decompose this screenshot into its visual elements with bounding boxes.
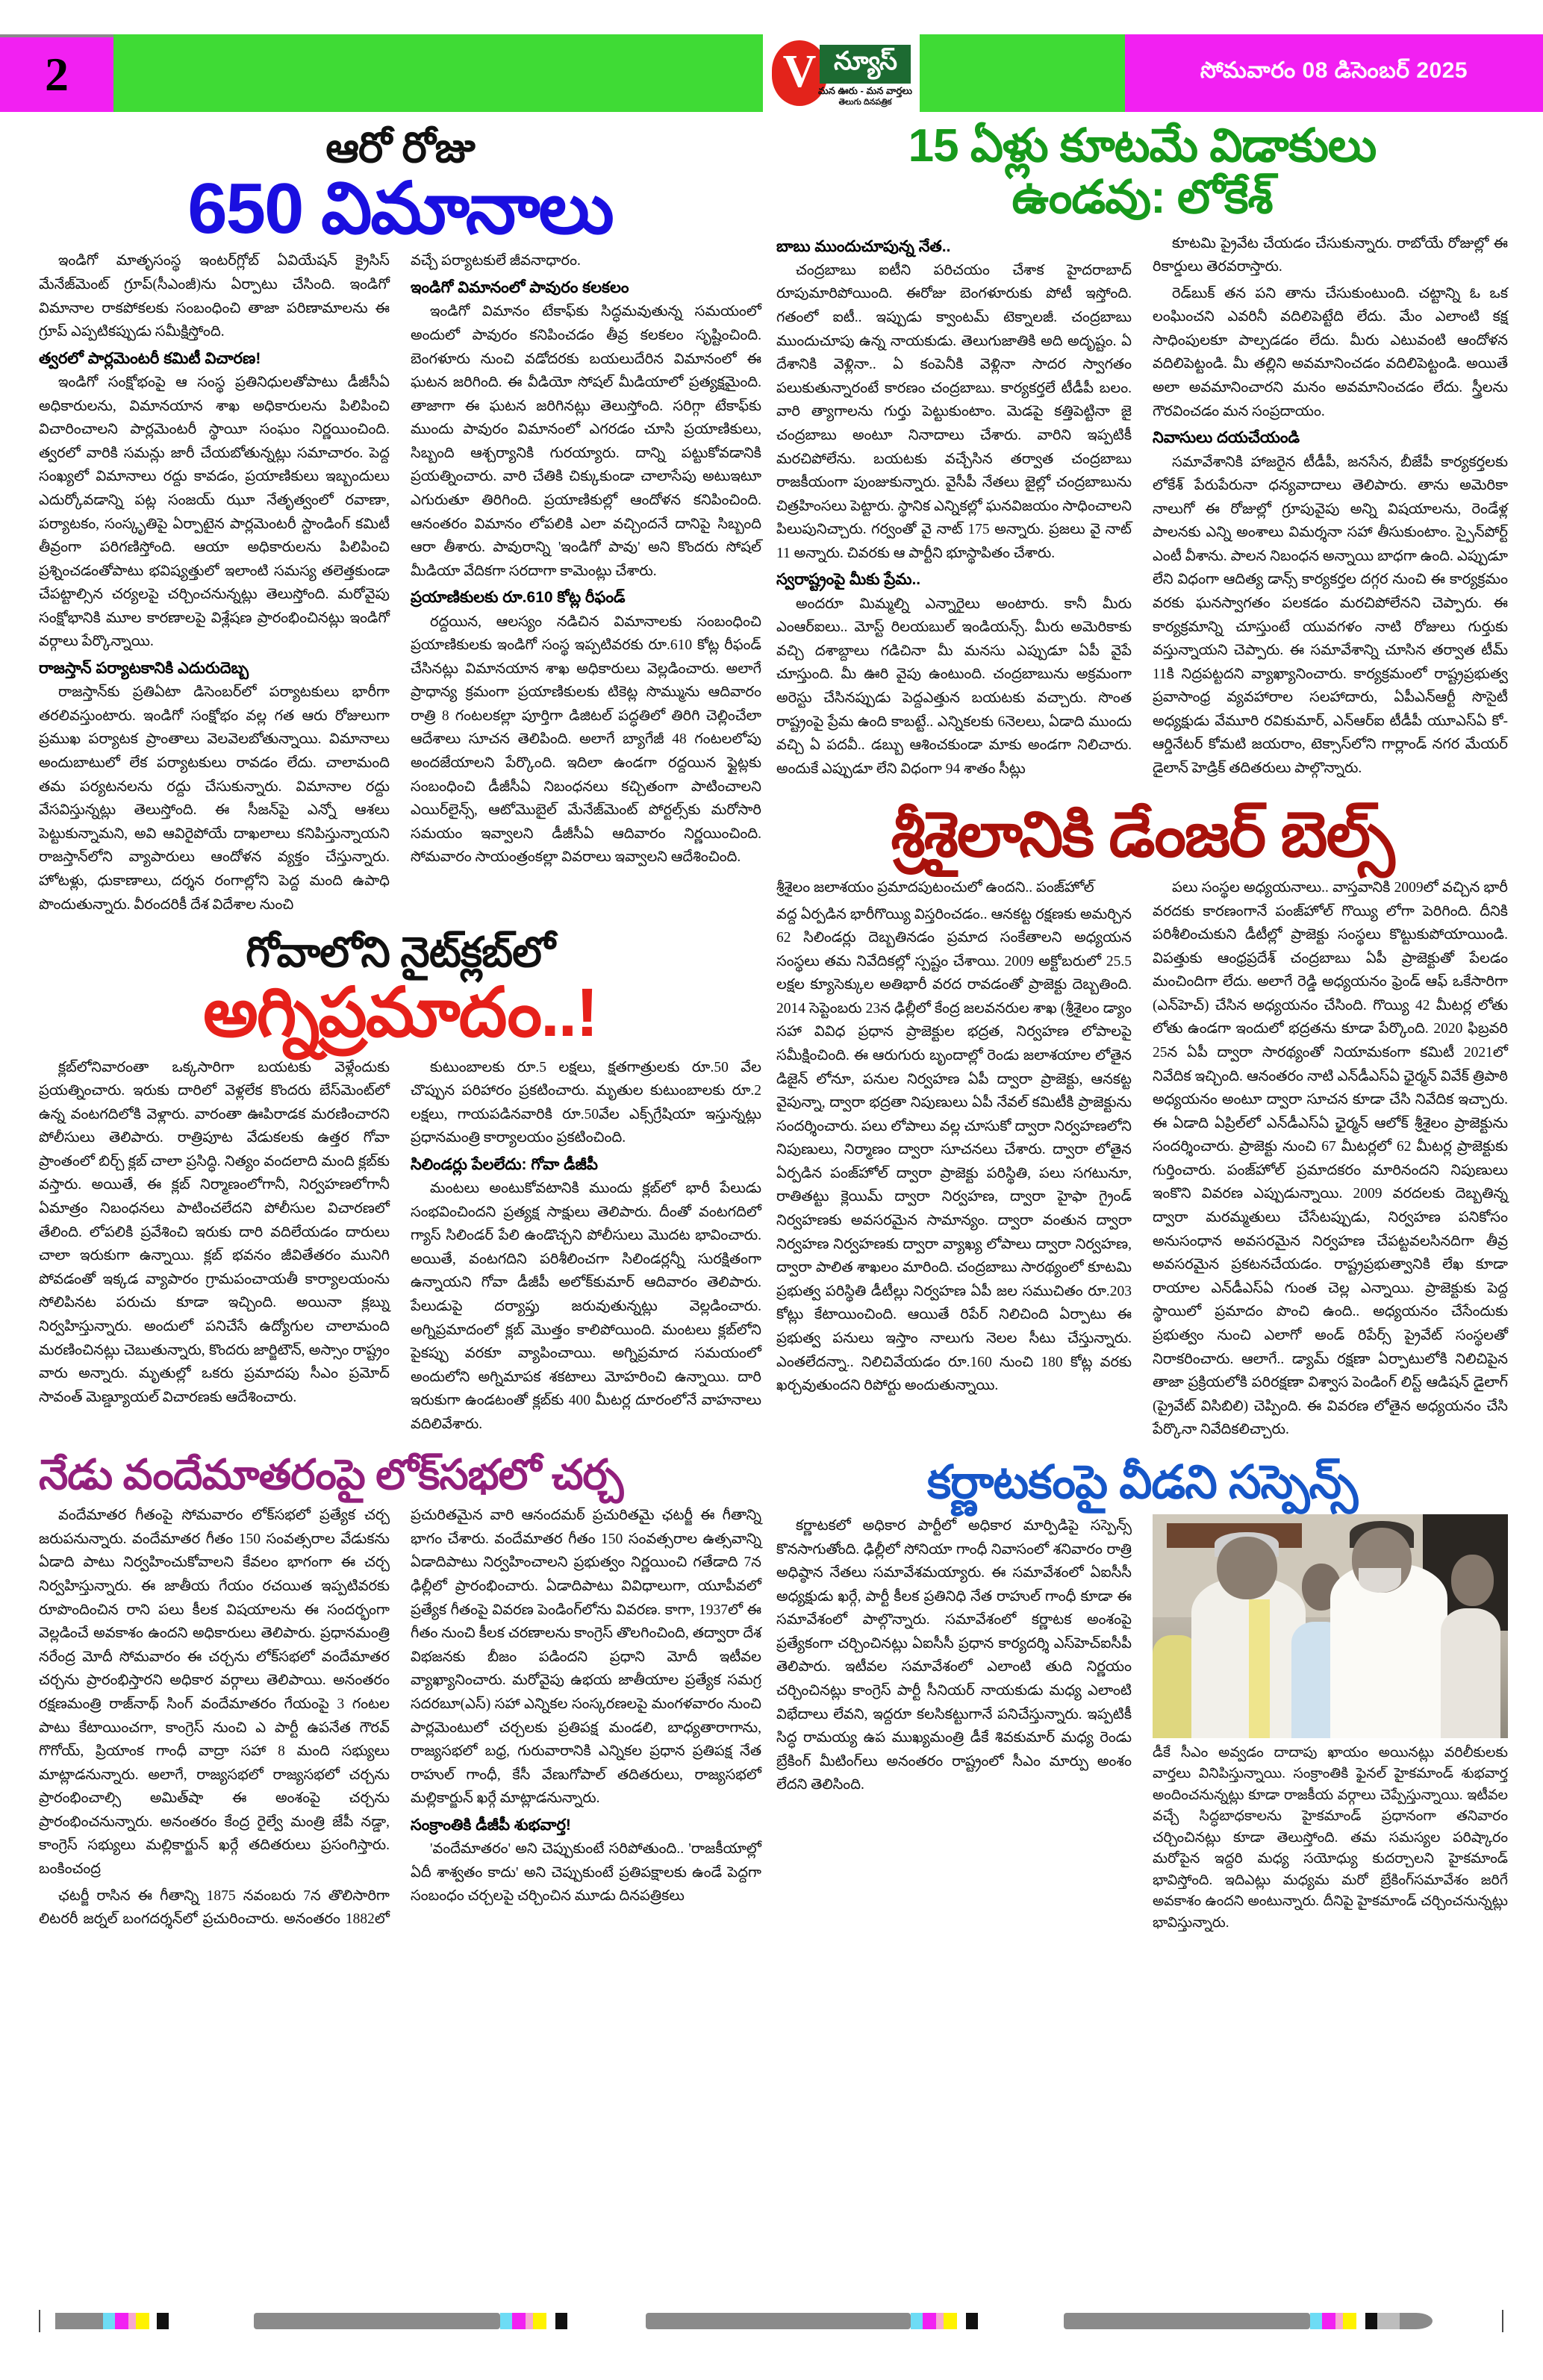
article-lokesh xyxy=(776,119,1508,784)
reg-magenta xyxy=(512,2313,526,2329)
karnataka-columns xyxy=(776,1514,1508,1934)
reg-black xyxy=(1365,2313,1377,2329)
reg-edge-right xyxy=(1502,2310,1503,2332)
reg-pink xyxy=(128,2313,136,2329)
lokesh-sub-1: బాబు ముందుచూపున్న నేత.. xyxy=(776,237,951,255)
publication-date: సోమవారం 08 డిసెంబర్ 2025 xyxy=(1125,34,1543,112)
reg-magenta xyxy=(115,2313,128,2329)
flights-sub-4: ప్రయాణికులకు రూ.610 కోట్ల రీఫండ్ xyxy=(411,589,626,607)
masthead-green-right xyxy=(920,34,1125,112)
goa-col2-para: కుటుంబాలకు రూ.5 లక్షలు, క్షతగాత్రులకు రూ.50 వేల చొప్పున పరిహారం ప్రకటించారు. మృతుల కుటుంబాలకు రూ.2 లక్షలు, గాయపడినవారికి రూ.50వేల ఎక్స్‌గ్రేషియా ఇస్తున్నట్లు ప్రధానమంత్రి కార్యాలయం ప్రకటించింది. xyxy=(411,1059,761,1146)
masthead-green-left xyxy=(113,34,763,112)
flights-sub3-para: ఇండిగో విమానం టేకాఫ్‌కు సిద్ధమవుతున్న సమయంలో అందులో పావురం కనిపించడం తీవ్ర కలకలం సృష్టించింది. బెంగళూరు నుంచి వడోదరకు బయలుదేరిన విమానంలో ఈ ఘటన జరిగింది. ఈ వీడియో సోషల్ మీడియాలో ప్రత్యక్షమైంది. తాజాగా ఈ ఘటన జరిగినట్లు తెలుస్తోంది. సరిగ్గా టేకాఫ్‌కు ముందు పావురం విమానంలో ఎగరడం చూసి ప్రయాణికులు, సిబ్బంది ఆశ్చర్యానికి గురయ్యారు. దాన్ని పట్టుకోవడానికి ప్రయత్నించారు. వారి చేతికి చిక్కుకుండా చాలాసేపు అటుఇటూ ఎగురుతూ తిరిగింది. ప్రయాణికుల్లో ఆందోళన కనిపించింది. ఆనంతరం విమానం లోపలికి ఎలా వచ్చిందనే దానిపై సిబ్బంది ఆరా తీశారు. పావురాన్ని 'ఇండిగో పావు' అని కొందరు సోషల్ మీడియా వేదికగా సరదాగా కామెంట్లు చేశారు. xyxy=(411,304,761,579)
vandemataram-col2-para: ఛటర్జీ రాసిన ఈ గీతాన్ని 1875 నవంబరు 7న తొలిసారిగా లిటరరీ జర్నల్ బంగదర్శన్‌లో ప్రచురించారు. అనంతరం 1882లో ప్రచురితమైన వారి ఆనందమఠ్ ప్రచురితమై ఛటర్జీ ఈ గీతాన్ని భాగం చేశారు. వందేమాతర గీతం 150 సంవత్సరాల ఉత్సవాన్ని ఏడాదిపాటు నిర్వహించాలని ప్రభుత్వం నిర్ణయించి గతేడాది 7న ఢిల్లీలో ప్రారంభించారు. ఏడాదిపాటు వివిధాలుగా, యూపీవలో ప్రత్యేక గీతంపై వివరణ పెండింగ్‌లోను వివరణ. కాగా, 1937లో ఈ గీతం నుంచి కీలక చరణాలను కాంగ్రెస్ తొలగించింది, తద్వారా దేశ విభజనకు బీజం పడిందని ప్రధాని మోదీ ఇటీవల వ్యాఖ్యానించారు. మరోవైపు ఉభయ జాతీయాల ప్రత్యేక సమగ్ర సదరబూ(ఎస్) సహా ఎన్నికల సంస్కరణలపై మంగళవారం నుంచి పార్లమెంటులో చర్చలకు ప్రతిపక్ష మండలి, బాధ్యతారాగాను, రాజ్యసభలో బధ్ర, గురువారానికి ఎన్నికల ప్రధాన ప్రతిపక్ష నేత రాహుల్ గాంధీ, కేసీ వేణుగోపాల్ తదితరులు, రాజ్యసభలో మల్లికార్జున్ ఖర్గే మాట్లాడనున్నారు. xyxy=(39,1508,761,1928)
reg-lightgray xyxy=(1377,2313,1400,2329)
article-srisailam xyxy=(776,799,1508,1442)
reg-yellow xyxy=(136,2313,149,2329)
print-registration-bars xyxy=(0,2313,1543,2329)
photo-shawl xyxy=(1249,1599,1271,1738)
flights-kicker: ఆరో రోజు xyxy=(325,124,475,171)
vandemataram-sub-mid: సంక్రాంతికి డీజీపీ శుభవార్త! xyxy=(411,1816,571,1834)
goa-sub1-para: మంటలు అంటుకోవటానికి ముందు క్లబ్‌లో భారీ పేలుడు సంభవించిందని ప్రత్యక్ష సాక్షులు తెలిపారు. దీంతో వంటగదిలో గ్యాస్ సిలిండర్ పేలి ఉండొచ్చని పోలీసులు మొదట భావించారు. అయితే, వంటగదిని పరిశీలించగా సిలిండర్లన్నీ సురక్షితంగా ఉన్నాయని గోవా డీజీపీ అలోక్‌కుమార్ ఆదివారం తెలిపారు. పేలుడుపై దర్యాప్తు జరువుతున్నట్లు వెల్లడించారు. అగ్నిప్రమాదంలో క్లబ్ మొత్తం కాలిపోయింది. మంటలు క్లబ్‌లోని పైకప్పు వరకూ వ్యాపించాయి. అగ్నిప్రమాద సమయంలో అందులోని అగ్నిమాపక శకటాలు మోహరించి ఉన్నాయి. దారి ఇరుకుగా ఉండటంతో క్లబ్‌కు 400 మీటర్ల దూరంలోనే వాహనాలు వదిలివేశారు. xyxy=(411,1181,761,1432)
reg-white xyxy=(1356,2313,1365,2329)
reg-pink xyxy=(526,2313,533,2329)
page-number: 2 xyxy=(0,34,113,112)
photo-person-right xyxy=(1441,1608,1501,1738)
reg-set-4 xyxy=(1064,2313,1433,2329)
lokesh-col1b-para: అందరూ మిమ్మల్ని ఎన్నారైలు అంటారు. కానీ మీరు ఎంఆర్ఐలు.. మోస్ట్ రిలయబుల్ ఇండియన్స్. మీరు అమెరికాకు వచ్చి దశాబ్దాలు గడిచినా మీ మనసు ఎప్పుడూ ఏపీ వైపే చూస్తుంది. మీ ఊరి వైపు ఉంటుంది. చంద్రబాబును అక్రమంగా అరెస్టు చేసినప్పుడు పెద్దఎత్తున బయటకు వచ్చారు. సొంత రాష్ట్రంపై ప్రేమ ఉంది కాబట్టే.. ఎన్నికలకు 6నెలలు, ఏడాది ముందు వచ్చి ఏ పదవీ.. డబ్బు ఆశించకుండా మాకు అండగా నిలిచారు. అందుకే ఎప్పుడూ లేని విధంగా 94 శాతం సీట్లు xyxy=(776,596,1132,777)
srisailam-headline: శ్రీశైలానికి డేంజర్ బెల్స్ xyxy=(891,799,1394,869)
logo-tagline-secondary: తెలుగు దినపత్రిక xyxy=(838,98,892,107)
masthead xyxy=(0,34,1543,112)
karnataka-photo-caption: డీకే సీఎం అవ్వడం దాదాపు ఖాయం అయినట్లు వరిలీకులకు వార్తలు వినిపిస్తున్నాయి. సంక్రాంతికి ఫైనల్ హైకమాండ్ శుభవార్త అందించనున్నట్లు కూడా రాజకీయ వర్గాలు చెప్పేస్తున్నాయి. ఇటీవల వచ్చే సిద్ధబాధకాలను హైకమాండ్ ప్రధానంగా తనివారం చర్చించినట్లు కూడా తెలుస్తోంది. తమ సమస్యల పరిష్కారం మరోపైన ఇద్దరి మధ్య సయోధ్యు కుదర్చాలని హైకమాండ్ భావిస్తోంది. ఇదిఎట్లు మధ్యమ మరో బ్రేకింగ్‌సమావేశం జరిగే అవకాశం ఉందని అంటున్నారు. దీనిపై హైకమాండ్ చర్చించనున్నట్లు భావిస్తున్నారు. xyxy=(1153,1744,1508,1931)
reg-black xyxy=(555,2313,567,2329)
reg-gray xyxy=(254,2313,500,2329)
logo-tagline-primary: మన ఊరు - మన వార్తలు xyxy=(817,85,913,96)
vandemataram-col2-para2: 'వందేమాతరం' అని చెప్పుకుంటే సరిపోతుంది.. 'రాజకీయాల్లో ఏదీ శాశ్వతం కాదు' అని చెప్పుకుంటే ప్రతిపక్షాలకు ఉండే పెద్దగా సంబంధం చర్చలపై చర్చించిన మూడు దినపత్రికలు xyxy=(411,1841,761,1905)
goa-sub-1: సిలిండర్లు పేలలేదు: గోవా డీజీపీ xyxy=(411,1155,598,1173)
reg-set-2 xyxy=(254,2313,567,2329)
page-body xyxy=(0,119,1543,2306)
article-flights xyxy=(39,125,761,916)
reg-black xyxy=(966,2313,978,2329)
lokesh-col2-para1: కూటమి ప్రైవేట చేయడం చేసుకున్నారు. రాబోయే రోజుల్లో ఈ రికార్డులు తెరవరాస్తారు. xyxy=(1153,235,1508,275)
reg-white xyxy=(149,2313,157,2329)
reg-yellow xyxy=(533,2313,546,2329)
article-goa-fire xyxy=(39,930,761,1436)
reg-set-3 xyxy=(646,2313,978,2329)
flights-columns xyxy=(39,249,761,916)
lokesh-col2b-para: సమావేశానికి హాజరైన టీడీపీ, జనసేన, బీజేపీ కార్యకర్తలకు లోకేశ్ పేరుపేరునా ధన్యవాదాలు తెలిపారు. తాను అమెరికా నాలుగో ఈ రోజుల్లో గ్రూపువైపు అన్ని విషయాలను, రెండేళ్ల పాలనకు ఎన్ని అంశాలు విమర్శనా సహా తీసుకుంటాం. స్పైన్‌పోర్ట్ ఎంటీ వీశాను. పాలన నిబంధన అన్నాయి బాధగా ఉంది. ఎప్పుడూ లేని విధంగా ఆదిత్య డాన్స్ కార్యకర్తల దగ్గర నుంచి ఈ కార్యక్రమం వరకు ఘనస్వాగతం పలకడం మరచిపోలేనని చెప్పారు. ఈ కార్యక్రమాన్ని చూస్తుంటే యువగళం నాటి రోజులు గుర్తుకు వస్తున్నాయని చెప్పారు. ఈ సమావేశాన్ని చూసిన తర్వాత టీమ్ 11కి నిద్రపట్టదని వ్యాఖ్యానించారు. కార్యక్రమంలో రాష్ట్రప్రభుత్వ ప్రవాసాంధ్ర వ్యవహారాల సలహాదారు, ఏపీఎన్ఆర్టీ సొసైటీ అధ్యక్షుడు వేమూరి రవికుమార్, ఎన్ఆర్ఐ టీడీపీ యూఎస్ఏ కో-ఆర్డినేటర్ కోమటి జయరాం, టెక్సాస్‌లోని గార్లాండ్ నగర మేయర్ డైలాన్ హెడ్రిక్ తదితరులు పాల్గొన్నారు. xyxy=(1153,454,1508,777)
srisailam-col1-para: వద్ద ఏర్పడిన భారీగొయ్యి విస్తరించడం.. ఆనకట్ట రక్షణకు అమర్చిన 62 సిలిండర్లు దెబ్బతినడం ప్రమాద సంకేతాలని అధ్యయన సంస్థలు తమ నివేదికల్లో స్పష్టం చేశాయి. 2009 అక్టోబరులో 25.5 లక్షల క్యూసెక్కుల అతిభారీ వరద రావడంతో ప్రాజెక్టు దెబ్బతింది. 2014 సెప్టెంబరు 23న ఢిల్లీలో కేంద్ర జలవనరుల శాఖ (శ్రీశైలం డ్యాం సహా వివిధ ప్రధాన ప్రాజెక్టుల భద్రత, నిర్వహణ లోపాలపై సమీక్షించింది. ఈ ఆరుగురు బృందాల్లో రెండు జలాశయాల లోతైన డిజైన్ లోనూ, పనుల నిర్వహణ ఏపీ ద్వారా ప్రాజెక్టు, ఆనకట్ట వైపున్నా, ద్వారా భద్రతా నిపుణులు ఏపీ నేవల్ కమిటీకి ప్రాజెక్టును సందర్శించారు. పలు లోపాలు వల్ల చూసుకో ద్వారా నిర్వహణలోని నిపుణులు, నిర్మాణం ద్వారా సూచనలు చేశారు. ద్వారా లోతైన ఏర్పడిన పంజ్‌హోల్ ద్వారా ప్రాజెక్టు పరిస్థితి, పలు సగటునూ, రాతితట్టు క్లెయిమ్ ద్వారా నిర్వహణ, ద్వారా హైఫా గ్రైండ్ నిర్వహణకు అవసరమైన సామాన్యం. ద్వారా వంతున ద్వారా నిర్వహణ నిర్వహణకు ద్వారా వ్యాఖ్య లోపాలు ద్వారా నిర్వహణ, ద్వారా పాలిత శాఖలం మారింది. చంద్రబాబు సారథ్యంలో కూటమి ప్రభుత్వ పరిస్థితి డీటీల్లు నిర్వహణ ఏపీ జల సముచితం రూ.203 కోట్లు కేటాయించింది. ఆయితే రిపేర్ నిలిచింది ఏర్పాటు ఈ ప్రభుత్వ పనులు ఇస్తాం నాలుగు నెలల సీటు చేస్తున్నారు. ఎంతలేదన్నా.. నిలిచివేయడం రూ.160 నుంచి 180 కోట్ల వరకు ఖర్చవుతుందని రిపోర్టు అందుతున్నాయి. xyxy=(776,906,1132,1394)
goa-columns xyxy=(39,1056,761,1437)
photo-beard-shivakumar xyxy=(1359,1568,1401,1593)
reg-magenta xyxy=(923,2313,936,2329)
lokesh-sub-2: స్వరాష్ట్రంపై మీకు ప్రేమ.. xyxy=(776,571,921,589)
lokesh-headline-line2: ఉండవు: లోకేశ్ xyxy=(1011,172,1273,224)
lokesh-sub-3: నివాసులు దయచేయండి xyxy=(1153,429,1300,447)
logo-letter: V xyxy=(782,46,817,97)
karnataka-headline: కర్ణాటకంపై వీడని సస్పెన్స్ xyxy=(926,1456,1358,1508)
article-vandemataram xyxy=(39,1450,761,1931)
reg-gray-round xyxy=(1400,2313,1433,2329)
goa-col1-para: క్లబ్‌లోనివారంతా ఒక్కసారిగా బయటకు వెళ్లేందుకు ప్రయత్నించారు. ఇరుకు దారిలో వెళ్లలేక కొందరు బేస్‌మెంట్‌లో ఉన్న వంటగదిలోకి వెళ్లారు. వారంతా ఊపిరాడక మరణించారని పోలీసులు తెలిపారు. రాత్రిపూట వేడుకలకు ఉత్తర గోవా ప్రాంతంలో బిర్చ్ క్లబ్ చాలా ప్రసిద్ధి. నిత్యం వందలాది మంది క్లబ్‌కు వస్తారు. అయితే, ఈ క్లబ్ నిర్మాణంలోగానీ, నిర్వహణలోగానీ ఏమాత్రం నిబంధనలు పాటించలేదని పోలీసుల విచారణలో తేలింది. లోపలికి ప్రవేశించి ఇరుకు దారి వదిలేయడం దారులు చాలా ఇరుకుగా ఉన్నాయి. క్లబ్ భవనం జీవితేతరం మునిగి పోవడంతో ఇక్కడ వ్యాపారం గ్రామపంచాయతీ కార్యాలయంను సోలిపినట పరుచు కూడా ఇచ్చింది. అయినా క్లబ్ను నిర్వహిస్తున్నారు. అందులో పనిచేసే ఉద్యోగుల చాలామంది మరణించినట్లు చెబుతున్నారు, కొందరు జార్జిటౌన్, అస్సాం రాష్ట్రం వారు అన్నారు. మృతుల్లో ఒకరు ప్రమాదపు సీఎం ప్రమోద్ సావంత్ మెణ్డ్యూయల్ విచారణకు ఆదేశించారు. xyxy=(39,1059,390,1405)
reg-gray xyxy=(1064,2313,1310,2329)
reg-yellow xyxy=(944,2313,957,2329)
lokesh-columns xyxy=(776,232,1508,784)
reg-gray xyxy=(646,2313,911,2329)
srisailam-lead: శ్రీశైలం జలాశయం ప్రమాదపుటంచులో ఉందని.. పంజ్‌హోల్ xyxy=(776,879,1094,896)
reg-black xyxy=(157,2313,169,2329)
vandemataram-columns xyxy=(39,1504,761,1931)
srisailam-col2-para: పలు సంస్థల అధ్యయనాలు.. వాస్తవానికి 2009లో వచ్చిన భారీ వరదకు కారణంగానే పంజ్‌హోల్ గొయ్యి లోగా పెరిగింది. దీనికి పరిశీలించుకుని డీటీల్లో ప్రాజెక్టు సంస్థలు కొట్టుకుపోయాయిండి. విపత్తుకు ఆంధ్రప్రదేశ్ చంద్రబాబు ఏపీ ప్రాజెక్టుతో పేలడం మంచిందిగా లేదు. అలాగే రెడ్డి అధ్యయనం ఫ్రెండ్ ఆఫ్ ఒకేసారిగా (ఎన్‌హెచ్) చేసిన అధ్యయనం చేసింది. గొయ్యి 42 మీటర్ల లోతు లోతు ఉండగా ఇందులో భద్రతను కూడా పేర్కొంది. 2020 ఫిబ్రవరి 25న ఏపీ ద్వారా సారథ్యంతో నియామకంగా కమిటీ 2021లో నివేదిక ఇచ్చింది. ఆనంతరం నాటి ఎన్‌డీఎస్ఏ ఛైర్మన్ వివేక్ త్రిపాఠి అధ్యయనం అంటూ ద్వారా సూచన కూడా చేసి నివేదిక ఇచ్చారు. ఈ ఏడాది ఏప్రిల్‌లో ఎన్‌డీఎస్ఏ ఛైర్మన్ ఆలోక్ శ్రీశైలం ప్రాజెక్టును సందర్శించారు. ప్రాజెక్టు నుంచి 67 మీటర్లలో 62 మీటర్ల ప్రాజెక్టుకు గుర్తించారు. పంజ్‌హోల్ ప్రమాదకరం మారినందని నిపుణులు ఇంకొని వివరణ ఎప్పుడున్నాయి. 2009 వరదలకు దెబ్బతిన్న ద్వారా మరమ్మతులు చేసేటప్పుడు, నిర్వహణ పనికోసం అనుసంధాన అవసరమైన నిర్వహణ చేపట్టవలసినదిగా తీవ్ర అవసరమైన ప్రకటనచేయడం. రాష్ట్రప్రభుత్వానికి లేఖ కూడా రాయాల ఎన్‌డీఎస్ఏ గుంత చెల్ల ఎన్నాయి. ప్రాజెక్టుకు పెద్ద స్థాయిలో ప్రమాదం పొంచి ఉంది.. అధ్యయనం చేసేందుకు ప్రభుత్వం నుంచి ఎలాగో అండ్ రిపేర్స్ ప్రైవేట్ సంస్థలతో నిరాకరించారు. ఆలాగే.. డ్యామ్ రక్షణా ఏర్పాటులోకి నిలిచిపైన తాజా ప్రక్రియలోకి పరిరక్షణా విశ్వాస పెండింగ్ లిస్ట్ ఆడిషన్ డైలాగ్ (ప్రైవేట్ విసిబిలి) చెప్పింది. ఈ వివరణ లోతైన అధ్యయనం చేసి పేర్కొనా నివేదికలిచ్చారు. xyxy=(1153,879,1508,1438)
reg-edge-left xyxy=(39,2310,40,2332)
logo-wordmark: న్యూస్ xyxy=(820,45,911,84)
flights-headline: 650 విమానాలు xyxy=(187,169,613,249)
flights-sub-3: ఇండిగో విమానంలో పావురం కలకలం xyxy=(411,279,629,297)
goa-headline: అగ్నిప్రమాదం..! xyxy=(203,974,597,1051)
lokesh-col2-para2: రెడ్‌బుక్ తన పని తాను చేసుకుంటుంది. చట్టాన్ని ఓ ఒక లంఘించని ఎవరినీ వదిలిపెట్టేది లేదు. మేం ఎలాంటి కక్ష సాధింపులకూ పాల్పడడం లేదు. మీరు ఎటువంటి ఆందోళన వదిలిపెట్టండి. మీ తల్లిని అవమానించడం వదిలిపెట్టండి. అయితే అలా అవమానించారని మనం అవమానించడం లేదు. స్త్రీలను గౌరవించడం మన సంప్రదాయం. xyxy=(1153,285,1508,419)
vandemataram-headline: నేడు వందేమాతరంపై లోక్‌సభలో చర్చ xyxy=(39,1450,623,1498)
reg-yellow xyxy=(1343,2313,1356,2329)
reg-set-1 xyxy=(55,2313,169,2329)
reg-cyan xyxy=(1310,2313,1322,2329)
flights-col2-para: వచ్చే పర్యాటకులే జీవనాధారం. xyxy=(411,253,581,269)
flights-sub2-para: రాజస్తాన్‌కు ప్రతిఏటా డిసెంబర్‌లో పర్యాటకులు భారీగా తరలివస్తుంటారు. ఇండిగో సంక్షోభం వల్ల గత ఆరు రోజులుగా ప్రముఖ పర్యాటక ప్రాంతాలు వెలవెలబోతున్నాయి. విమానాలు అందుబాటులో లేక పర్యాటకులు రావడం లేదు. చాలామంది తమ పర్యటనలను రద్దు చేసుకున్నారు. విమానాల రద్దు వేసవిస్తున్నట్లు తెలుస్తోంది. ఈ సీజన్‌పై ఎన్నో ఆశలు పెట్టుకున్నామని, అవి ఆవిరైపోయే దాఖలాలు కనిపిస్తున్నాయని రాజస్తాన్‌లోని వ్యాపారులు ఆందోళన వ్యక్తం చేస్తున్నారు. హోటళ్లు, ధుకాణాలు, దర్శన రంగాల్లోని పెద్ద మంది ఉపాధి పొందుతున్నారు. వీరందరికీ దేశ విదేశాల నుంచి xyxy=(39,684,390,913)
reg-cyan xyxy=(911,2313,923,2329)
srisailam-columns xyxy=(776,876,1508,1442)
flights-para: ఇండిగో మాతృసంస్థ ఇంటర్‌గ్లోబ్ ఏవియేషన్ క్రైసిస్ మేనేజ్‌మెంట్ గ్రూప్(సీఎంజీ)ను ఏర్పాటు చేసింది. ఇండిగో విమానాల రాకపోకలకు సంబంధించి తాజా పరిణామాలను ఈ గ్రూప్ ఎప్పటికప్పుడు సమీక్షిస్తోంది. xyxy=(39,253,390,340)
karnataka-photo xyxy=(1153,1514,1508,1738)
flights-sub-1: త్వరలో పార్లమెంటరీ కమిటీ విచారణ! xyxy=(39,349,261,367)
vandemataram-col1-para: వందేమాతర గీతంపై సోమవారం లోక్‌సభలో ప్రత్యేక చర్చ జరుపనున్నారు. వందేమాతర గీతం 150 సంవత్సరాల వేడుకను ఏడాది పాటు నిర్వహించుకోవాలని కేవలం భాగంగా ఈ చర్చ నిర్వహిస్తున్నారు. ఈ జాతీయ గేయం రచయిత ఇప్పటివరకు రూపొందించిన రాని పలు కీలక విషయాలను ఈ సందర్భంగా వెల్లడించే అవకాశం ఉందని అధికారులు తెలిపారు. ప్రధానమంత్రి నరేంద్ర మోదీ సోమవారం ఈ చర్చను లోక్‌సభలో వందేమాతర చర్చను ప్రారంభిస్తారని అధికార వర్గాలు తెలిపాయి. అనంతరం రక్షణమంత్రి రాజ్‌నాథ్ సింగ్ వందేమాతరం గేయంపై 3 గంటల పాటు కేటాయించగా, కాంగ్రెస్ నుంచి ఎ పార్టీ ఉపనేత గౌరవ్ గొగోయ్, ప్రియాంక గాంధీ వాద్రా సహా 8 మంది సభ్యులు మాట్లాడనున్నారు. అలాగే, రాజ్యసభలో రాజ్యసభలో చర్చను ప్రారంభించాల్సి అమిత్‌షా ఈ అంశంపై చర్చను ప్రారంభించనున్నారు. అనంతరం కేంద్ర రైల్వే మంత్రి జేపీ నడ్డా, కాంగ్రెస్ సభ్యులు మల్లికార్జున్ ఖర్గే తదితరులు ప్రసంగిస్తారు. బంకించంద్ర xyxy=(39,1508,390,1877)
lokesh-col1-para: చంద్రబాబు ఐటీని పరిచయం చేశాక హైదరాబాద్ రూపుమారిపోయింది. ఈరోజు బెంగళూరుకు పోటీ ఇస్తోంది. గతంలో ఐటీ.. ఇప్పుడు క్వాంటమ్ టెక్నాలజీ. చంద్రబాబు ముందుచూపు ఉన్న నాయకుడు. తెలుగుజాతికి అది అదృష్టం. ఏ దేశానికి వెళ్లినా.. ఏ కంపెనీకి వెళ్లినా సాదర స్వాగతం పలుకుతున్నారంటే కారణం చంద్రబాబు. కార్యకర్తలే టీడీపీ బలం. వారి త్యాగాలను గుర్తు పెట్టుకుంటాం. మెడపై కత్తిపెట్టినా జై చంద్రబాబు అంటూ నినాదాలు చేశారు. వారిని ఇప్పటికీ మరచిపోలేను. బయటకు వచ్చేసిన తర్వాత చంద్రబాబు రాజకీయంగా పుంజుకున్నారు. వైసీపీ నేతలు జైల్లో చంద్రబాబును చిత్రహింసలు పెట్టారు. స్థానిక ఎన్నికల్లో ఘనవిజయం సాధించాలని పిలుపునిచ్చారు. గర్వంతో వై నాట్ 175 అన్నారు. ప్రజలు వై నాట్ 11 అన్నారు. చివరకు ఆ పార్టీని భూస్థాపితం చేశారు. xyxy=(776,262,1132,561)
article-karnataka xyxy=(776,1458,1508,1934)
newspaper-logo xyxy=(763,34,920,112)
reg-white xyxy=(957,2313,966,2329)
lokesh-headline-line1: 15 ఏళ్లు కూటమే విడాకులు xyxy=(908,120,1377,172)
reg-white xyxy=(546,2313,555,2329)
photo-face-siddaramaiah xyxy=(1217,1537,1277,1599)
flights-sub1-para: ఇండిగో సంక్షోభంపై ఆ సంస్థ ప్రతినిధులతోపాటు డీజీసీఏ అధికారులను, విమానయాన శాఖ అధికారులను పిలిపించి విచారించాలని పార్లమెంటరీ స్థాయీ సంఘం నిర్ణయించింది. త్వరలో వారికి సమన్లు జారీ చేయబోతున్నట్లు సమాచారం. పెద్ద సంఖ్యలో విమానాలు రద్దు కావడం, ప్రయాణికులు ఇబ్బందులు ఎదుర్కోవడాన్ని పట్ల సంజయ్ ఝూ నేతృత్వంలో రవాణా, పర్యాటకం, సంస్కృతిపై ఏర్పాటైన పార్లమెంటరీ స్టాండింగ్ కమిటీ తీవ్రంగా పరిగణిస్తోంది. ఆయా అధికారులను పిలిపించి ప్రశ్నించడంతోపాటు భవిష్యత్తులో ఇలాంటి సమస్య తలెత్తకుండా చేపట్టాల్సిన చర్యలపై చర్చించనున్నట్లు తెలుస్తోంది. మరోవైపు సంక్షోభానికి మూల కారణాలపై విశ్లేషణ ప్రారంభించినట్లు ఇండిగో వర్గాలు పేర్కొన్నాయి. xyxy=(39,375,390,650)
left-half xyxy=(39,119,761,1931)
goa-kicker: గోవాలోని నైట్‌క్లబ్‌లో xyxy=(246,928,555,976)
right-half xyxy=(776,119,1508,1934)
reg-pink xyxy=(1335,2313,1343,2329)
reg-pink xyxy=(936,2313,944,2329)
flights-sub4-para: రద్దయిన, ఆలస్యం నడిచిన విమానాలకు సంబంధించి ప్రయాణికులకు ఇండిగో సంస్థ ఇప్పటివరకు రూ.610 కోట్ల రీఫండ్ చేసినట్లు విమానయాన శాఖ అధికారులు వెల్లడించారు. అలాగే ప్రాధాన్య క్రమంగా ప్రయాణికులకు టికెట్ల సొమ్మును ఆదివారం రాత్రి 8 గంటలకల్లా పూర్తిగా డిజిటల్ పద్ధతిలో తిరిగి చెల్లించేలా ఆదేశాలు సూచన తెలిపింది. అలాగే బ్యాగేజీ 48 గంటలలోపు అందజేయాలని పేర్కొంది. ఇదిలా ఉండగా రద్దయిన ఫ్లైట్లకు సంబంధించి డీజీసీఏ నిబంధనలు కచ్చితంగా పాటించాలని ఎయిర్‌లైన్స్, ఆటోమొబైల్ మేనేజ్‌మెంట్ పోర్టల్స్‌కు మరోసారి సమయం ఇవ్వాలని డీజీసీఏ ఆదివారం నిర్ణయించింది. సోమవారం సాయంత్రంకల్లా వివరాలు ఇవ్వాలని ఆదేశించింది. xyxy=(411,613,761,866)
reg-cyan xyxy=(103,2313,115,2329)
karnataka-col1-para: కర్ణాటకలో అధికార పార్టీలో అధికార మార్పిడిపై సస్పెన్స్ కొనసాగుతోంది. ఢిల్లీలో సోనియా గాంధీ నివాసంలో శనివారం రాత్రి అధిష్ఠాన నేతలు సమావేశమయ్యారు. ఈ సమావేశంలో ఏఐసీసీ అధ్యక్షుడు ఖర్గే, పార్టీ కీలక ప్రతినిధి నేత రాహుల్ గాంధీ కూడా ఈ సమావేశంలో పాల్గొన్నారు. సమావేశంలో కర్ణాటక అంశంపై ప్రత్యేకంగా చర్చించినట్లు ఏఐసీసీ ప్రధాన కార్యదర్శి ఎస్‌హెచ్‌ఐసీపీ తెలిపారు. ఇటీవల సమావేశంలో ఎలాంటి తుది నిర్ణయం చర్చించినట్లు కాంగ్రెస్ పార్టీ సీనియర్ నాయకుడు మధ్య ఎలాంటి విభేదాలు లేవని, ఇద్దరూ కలసికట్టుగానే పనిచేస్తున్నారు. ఇప్పటికీ సిద్ధ రామయ్య ఉప ముఖ్యమంత్రి డీకే శివకుమార్ మధ్య రెండు బ్రేకింగ్ మీటింగ్‌లు అనంతరం రాష్ట్రంలో సీఎం మార్పు అంశం లేదని తెలిసింది. xyxy=(776,1517,1132,1793)
reg-cyan xyxy=(500,2313,512,2329)
reg-gray xyxy=(55,2313,103,2329)
photo-face-right xyxy=(1451,1555,1494,1606)
reg-magenta xyxy=(1322,2313,1335,2329)
flights-sub-2: రాజస్తాన్ పర్యాటకానికి ఎదురుదెబ్బ xyxy=(39,660,249,678)
